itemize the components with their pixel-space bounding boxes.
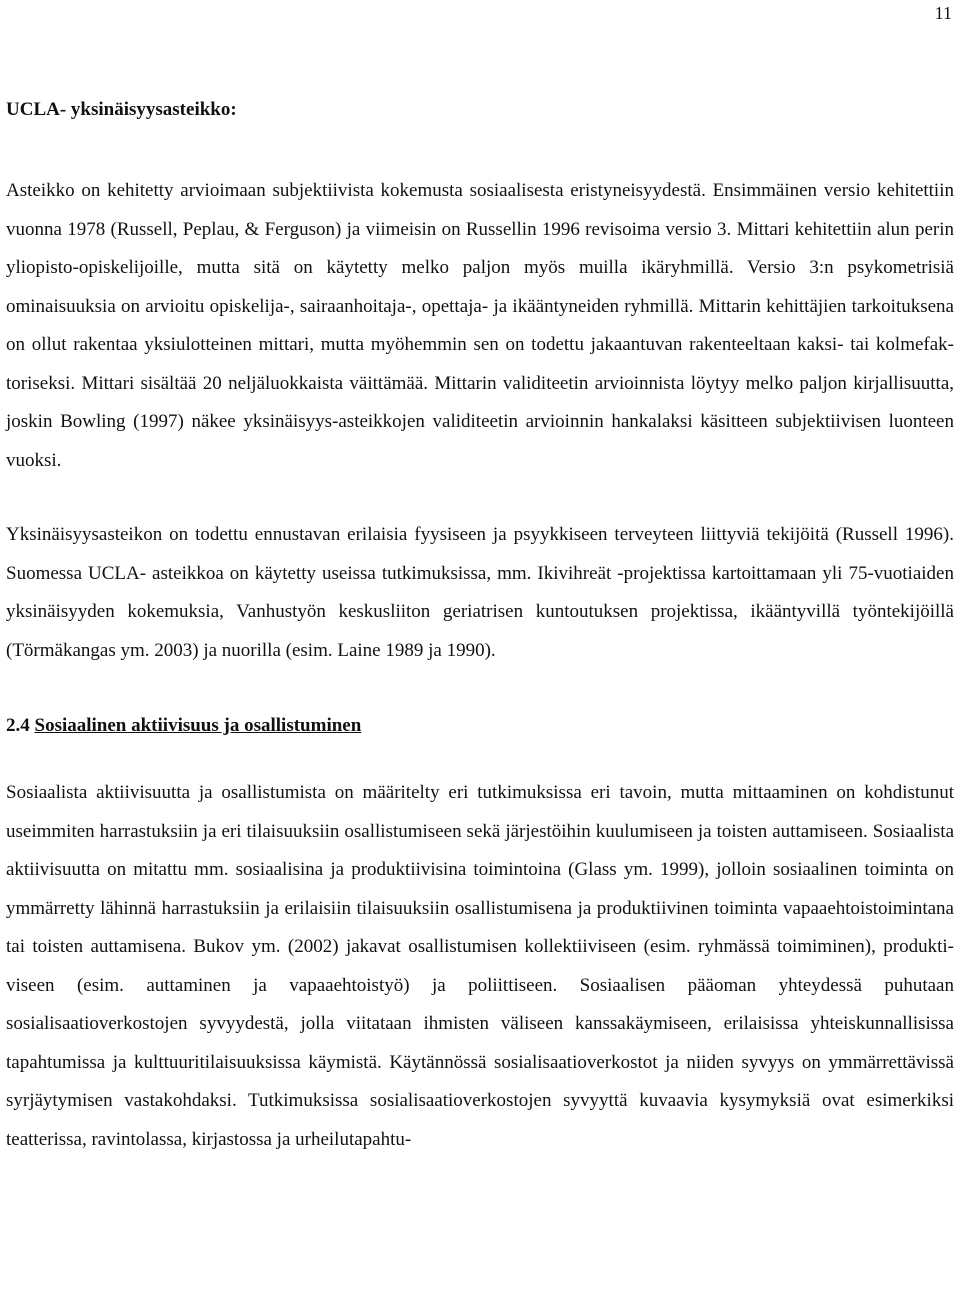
subsection-number: 2.4 (6, 715, 30, 736)
paragraph-ucla-description: Asteikko on kehitetty arvioimaan subjektiivista kokemusta sosiaalisesta eristyneisyydestä. Ensimmäinen versio kehitettiin vuonna 1978 (Russell, Peplau, & Ferguson) ja viimeisin on Russellin 1996 revisoima versio 3. Mittari kehitettiin alun perin yliopisto-opiskelijoille, mutta sitä on käytetty melko paljon myös muilla ikäryhmillä. Versio 3:n psykometrisiä ominaisuuksia on arvioitu opiskelija-, sairaanhoitaja-, opettaja- ja ikääntyneiden ryhmillä. Mittarin kehittäjien tarkoituksena on ollut rakentaa yksiulotteinen mittari, mutta myöhemmin sen on todettu jakaantuvan rakenteeltaan kaksi- tai kolmefaktoriseksi. Mittari sisältää 20 neljäluokkaista väittämää. Mittarin validiteetin arvioinnista löytyy melko paljon kirjallisuutta, joskin Bowling (1997) näkee yksinäisyys-asteikkojen validiteetin arvioinnin hankalaksi käsitteen subjektiivisen luonteen vuoksi. (6, 180, 954, 471)
subsection-title: Sosiaalinen aktiivisuus ja osallistuminen (34, 715, 362, 736)
page-number: 11 (934, 3, 952, 23)
subsection-heading (6, 712, 954, 740)
paragraph-social-activity: Sosiaalista aktiivisuutta ja osallistumista on määritelty eri tutkimuksissa eri tavoin, mutta mittaaminen on kohdistunut useimmiten harrastuksiin ja eri tilaisuuksiin osallistumiseen sekä järjestöihin kuulumiseen ja toisten auttamiseen. Sosiaalista aktiivisuutta on mitattu mm. sosiaalisina ja produktiivisina toimintoina (Glass ym. 1999), jolloin sosiaalinen toiminta on ymmärretty lähinnä harrastuksiin ja erilaisiin tilaisuuksiin osallistumisena ja produktiivinen toiminta vapaaehtoistoimintana tai toisten auttamisena. Bukov ym. (2002) jakavat osallistumisen kollektiiviseen (esim. ryhmässä toimiminen), produktiviseen (esim. auttaminen ja vapaaehtoistyö) ja poliittiseen. Sosiaalisen pääoman yhteydessä puhutaan sosialisaatioverkostojen syvyydestä, jolla viitataan ihmisten väliseen kanssakäymiseen, erilaisissa yhteiskunnallisissa tapahtumissa ja kulttuuritilaisuuksissa käymistä. Käytännössä sosialisaatioverkostot ja niiden syvyys on ymmärrettävissä syrjäytymisen vastakohdaksi. Tutkimuksissa sosialisaatioverkostojen syvyyttä kuvaavia kysymyksiä ovat esimerkiksi teatterissa, ravintolassa, kirjastossa ja urheilutapahtu- (6, 782, 954, 1150)
paragraph-ucla-usage: Yksinäisyysasteikon on todettu ennustavan erilaisia fyysiseen ja psyykkiseen terveyteen liittyviä tekijöitä (Russell 1996). Suomessa UCLA- asteikkoa on käytetty useissa tutkimuksissa, mm. Ikivihreät -projektissa kartoittamaan yli 75-vuotiaiden yksinäisyyden kokemuksia, Vanhustyön keskusliiton geriatrisen kuntoutuksen projektissa, ikääntyvillä työntekijöillä (Törmäkangas ym. 2003) ja nuorilla (esim. Laine 1989 ja 1990). (6, 524, 954, 661)
document-body (6, 96, 954, 1159)
section-heading: UCLA- yksinäisyysasteikko: (6, 99, 237, 120)
